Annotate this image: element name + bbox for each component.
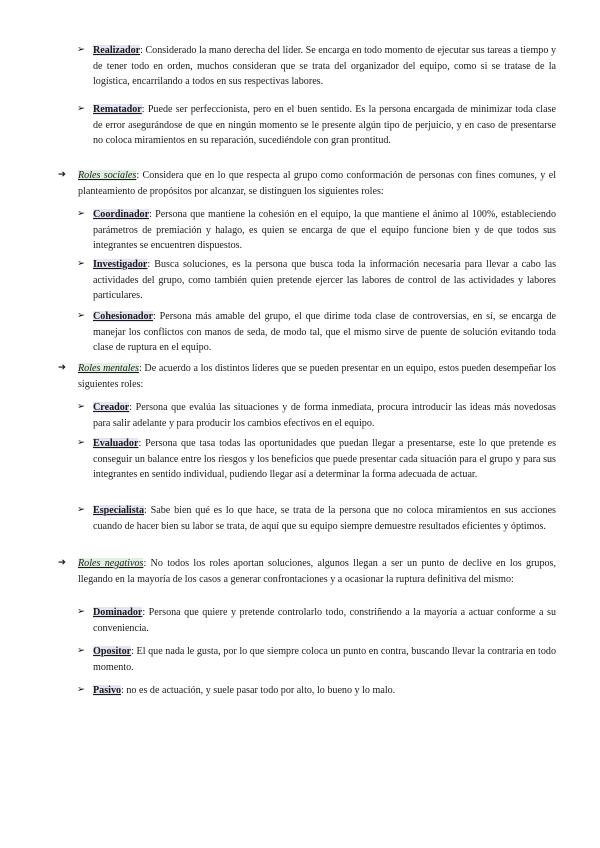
arrowhead-bullet-icon: ➢ <box>77 209 85 219</box>
list-item-coordinador <box>76 207 556 254</box>
category-roles-negativos <box>58 556 556 587</box>
definition-text: : Busca soluciones, es la persona que busca toda la información necesaria para llevar a cabo las actividades del grupo, como también quien pretende ejercer las labores de control de las actividades y labores particulares. <box>93 259 556 301</box>
arrowhead-bullet-icon: ➢ <box>77 311 85 321</box>
category-title: Roles mentales <box>78 363 139 374</box>
definition-text: : Puede ser perfeccionista, pero en el buen sentido. Es la persona encargada de minimizar toda clase de error asegurándose de que en ningún momento se le presente algún tipo de perjuicio, y en caso de presentarse no coloca miramientos en su reparación, sucediéndole con gran prontitud. <box>93 104 556 146</box>
category-roles-mentales <box>58 361 556 392</box>
list-item-evaluador <box>76 436 556 483</box>
definition-text: : Persona que tasa todas las oportunidades que puedan llegar a presentarse, este lo que pretende es conseguir un balance entre los riesgos y los beneficios que puede presentar cada situación para el grupo y para sus integrantes en sentido individual, pudiendo llegar así a determinar la forma adecuada de actuar. <box>93 438 556 480</box>
definition-text: : Sabe bien qué es lo que hace, se trata de la persona que no coloca miramientos en sus acciones cuando de hacer bien su labor se trata, de aquí que su equipo siempre demuestre resultados eficientes y óptimos. <box>93 505 556 532</box>
category-text: : De acuerdo a los distintos líderes que se pueden presentar en un equipo, estos pueden desempeñar los siguientes roles: <box>78 363 556 390</box>
definition-text: : Persona que mantiene la cohesión en el equipo, la que mantiene el ánimo al 100%, estableciendo parámetros de premiación y halago, es quien se encarga de que el equipo funcione bien y de que todos sus integrantes se encuentren dispuestos. <box>93 209 556 251</box>
list-item-pasivo <box>76 683 556 699</box>
arrowhead-bullet-icon: ➢ <box>77 438 85 448</box>
term-coordinador: Coordinador <box>93 209 150 220</box>
category-text: : No todos los roles aportan soluciones, algunos llegan a ser un punto de declive en los grupos, llegando en la mayoría de los casos a generar confrontaciones y a ocasionar la ruptura definitiva del mismo: <box>78 558 556 585</box>
arrowhead-bullet-icon: ➢ <box>77 104 85 114</box>
list-item-opositor <box>76 644 556 675</box>
arrowhead-bullet-icon: ➢ <box>77 402 85 412</box>
term-evaluador: Evaluador <box>93 438 139 449</box>
term-cohesionador: Cohesionador <box>93 311 154 322</box>
list-item-realizador <box>76 43 556 90</box>
term-investigador: Investigador <box>93 259 148 270</box>
list-item-dominador <box>76 605 556 636</box>
term-opositor: Opositor <box>93 646 132 657</box>
term-especialista: Especialista <box>93 505 145 516</box>
list-item-cohesionador <box>76 309 556 356</box>
term-dominador: Dominador <box>93 607 143 618</box>
definition-text: : Considerado la mano derecha del líder. Se encarga en todo momento de ejecutar sus tareas a tiempo y de tener todo en orden, muchos consideran que se trata del organizador del equipo, como si se tratase de la logística, encarrilando a todos en sus respectivas labores. <box>93 45 556 87</box>
category-title: Roles sociales <box>78 170 137 181</box>
list-item-especialista <box>76 503 556 534</box>
list-item-creador <box>76 400 556 431</box>
arrow-bullet-icon: ➔ <box>58 170 66 180</box>
arrowhead-bullet-icon: ➢ <box>77 45 85 55</box>
list-item-rematador <box>76 102 556 149</box>
arrowhead-bullet-icon: ➢ <box>77 505 85 515</box>
arrowhead-bullet-icon: ➢ <box>77 259 85 269</box>
category-text: : Considera que en lo que respecta al grupo como conformación de personas con fines comunes, y el planteamiento de propósitos por alcanzar, se distinguen los siguientes roles: <box>78 170 557 197</box>
arrowhead-bullet-icon: ➢ <box>77 646 85 656</box>
term-pasivo: Pasivo <box>93 685 122 696</box>
term-rematador: Rematador <box>93 104 142 115</box>
definition-text: : Persona que evalúa las situaciones y de forma inmediata, procura introducir las ideas más novedosas para salir adelante y para producir los cambios efectivos en el equipo. <box>93 402 556 429</box>
arrowhead-bullet-icon: ➢ <box>77 685 85 695</box>
arrow-bullet-icon: ➔ <box>58 363 66 373</box>
arrow-bullet-icon: ➔ <box>58 558 66 568</box>
definition-text: : Persona que quiere y pretende controlarlo todo, constriñendo a la mayoría a actuar conforme a su conveniencia. <box>93 607 556 634</box>
term-creador: Creador <box>93 402 130 413</box>
list-item-investigador <box>76 257 556 304</box>
definition-text: : no es de actuación, y suele pasar todo por alto, lo bueno y lo malo. <box>121 685 396 696</box>
term-realizador: Realizador <box>93 45 141 56</box>
definition-text: : El que nada le gusta, por lo que siempre coloca un punto en contra, buscando llevar la contraria en todo momento. <box>93 646 556 673</box>
arrowhead-bullet-icon: ➢ <box>77 607 85 617</box>
definition-text: : Persona más amable del grupo, el que dirime toda clase de controversias, en sí, se encarga de manejar los conflictos con manos de seda, de modo tal, que el mismo sirve de puente de solución evitando toda clase de ruptura en el equipo. <box>93 311 556 353</box>
category-title: Roles negativos <box>78 558 144 569</box>
category-roles-sociales <box>58 168 556 199</box>
